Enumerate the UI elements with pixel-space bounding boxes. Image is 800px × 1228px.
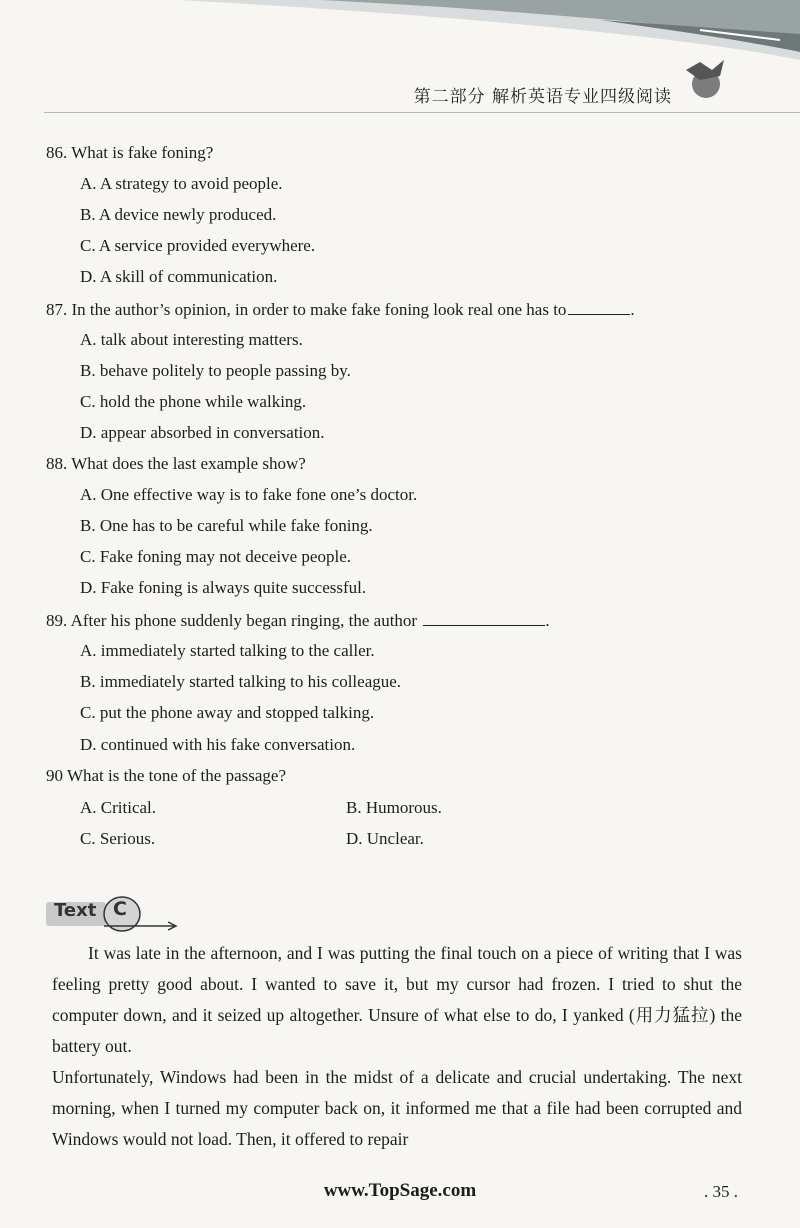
q86-option-d: D. A skill of communication. [80, 267, 278, 286]
q90-option-b: B. Humorous. [346, 798, 442, 817]
passage-paragraph-2: Unfortunately, Windows had been in the midst of a delicate and crucial undertaking. The next morning, when I turned my computer back on, it informed me that a file had been corrupted and Windows would not load. Then, it offered to repair [52, 1067, 742, 1149]
q88-option-b: B. One has to be careful while fake foning. [80, 516, 373, 535]
header-rule [44, 112, 800, 113]
answer-blank [568, 298, 630, 315]
question-86: 86. What is fake foning? [46, 143, 214, 162]
passage-paragraph-1: It was late in the afternoon, and I was putting the final touch on a piece of writing that I was feeling pretty good about. I wanted to save it, but my cursor had frozen. I tried to shut the computer down, and it seized up altogether. Unsure of what else to do, I yanked (用力猛拉) the battery out. [52, 943, 742, 1056]
footer-website: www.TopSage.com [323, 1180, 477, 1201]
q86-option-c: C. A service provided everywhere. [80, 236, 316, 255]
q88-option-d: D. Fake foning is always quite successful. [80, 578, 367, 597]
q89-option-d: D. continued with his fake conversation. [80, 735, 356, 754]
question-88: 88. What does the last example show? [46, 454, 306, 473]
q88-option-a: A. One effective way is to fake fone one’s doctor. [80, 485, 418, 504]
section-label-letter: C [113, 898, 127, 920]
q89-option-a: A. immediately started talking to the caller. [80, 641, 375, 660]
q90-option-c: C. Serious. [80, 829, 156, 848]
section-label-text: Text [54, 900, 97, 921]
q90-option-d: D. Unclear. [346, 829, 424, 848]
q87-option-a: A. talk about interesting matters. [80, 330, 303, 349]
section-heading-text-c [44, 894, 184, 938]
q87-option-b: B. behave politely to people passing by. [80, 361, 351, 380]
question-90: 90 What is the tone of the passage? [46, 766, 286, 785]
q90-option-a: A. Critical. [80, 798, 157, 817]
q89-option-c: C. put the phone away and stopped talking. [80, 703, 375, 722]
page-number: . 35 . [704, 1182, 738, 1201]
answer-blank [423, 609, 545, 626]
q89-option-b: B. immediately started talking to his colleague. [80, 672, 402, 691]
header-swoosh-decoration [0, 0, 800, 110]
question-89: 89. After his phone suddenly began ringing, the author . [46, 611, 550, 630]
q88-option-c: C. Fake foning may not deceive people. [80, 547, 351, 566]
q86-option-a: A. A strategy to avoid people. [80, 174, 283, 193]
running-head: 第二部分 解析英语专业四级阅读 [413, 87, 672, 107]
question-87: 87. In the author’s opinion, in order to make fake foning look real one has to . [46, 300, 635, 319]
passage-body [52, 938, 742, 1155]
q86-option-b: B. A device newly produced. [80, 205, 277, 224]
q87-option-d: D. appear absorbed in conversation. [80, 423, 325, 442]
q87-option-c: C. hold the phone while walking. [80, 392, 307, 411]
